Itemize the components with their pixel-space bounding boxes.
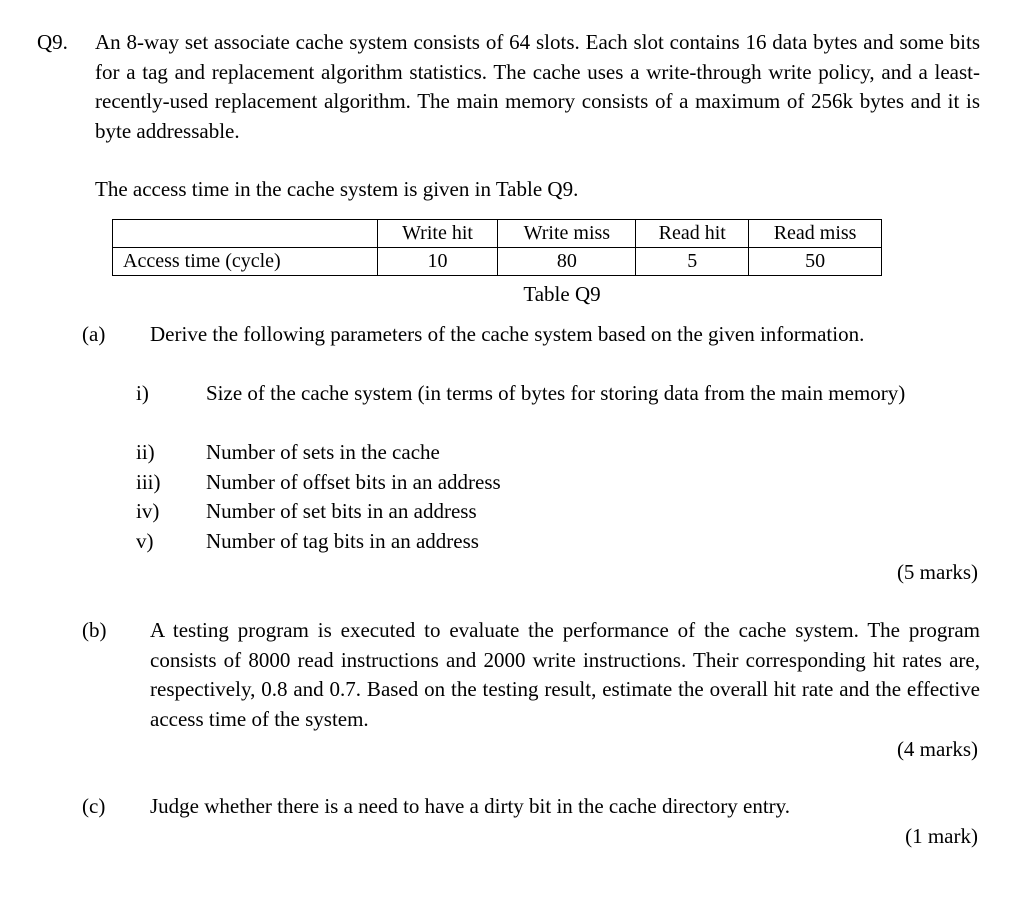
table-header-cell: Write miss bbox=[498, 220, 636, 248]
part-c-label: (c) bbox=[82, 794, 106, 818]
part-a-item-label: i) bbox=[136, 381, 149, 405]
table-header-cell: Read miss bbox=[749, 220, 882, 248]
access-time-intro: The access time in the cache system is given in Table Q9. bbox=[95, 177, 579, 201]
part-b-label: (b) bbox=[82, 618, 107, 642]
part-a-text: Derive the following parameters of the cache system based on the given information. bbox=[150, 322, 865, 346]
table-cell: 5 bbox=[636, 248, 749, 276]
part-a-label: (a) bbox=[82, 322, 106, 346]
part-c-marks: (1 mark) bbox=[905, 824, 978, 848]
table-header-cell: Write hit bbox=[377, 220, 498, 248]
part-a-item-label: iii) bbox=[136, 470, 161, 494]
part-a-item-text: Number of tag bits in an address bbox=[206, 529, 479, 553]
table-row-label: Access time (cycle) bbox=[113, 248, 378, 276]
table-cell: 10 bbox=[377, 248, 498, 276]
question-intro: An 8-way set associate cache system consists of 64 slots. Each slot contains 16 data bytes and some bits for a tag and replacement algorithm statistics. The cache uses a write-through write policy, and a least-recently-used replacement algorithm. The main memory consists of a maximum of 256k bytes and it is byte addressable. bbox=[95, 30, 980, 144]
table-cell: 50 bbox=[749, 248, 882, 276]
question-number: Q9. bbox=[37, 30, 68, 54]
table-header-cell: Read hit bbox=[636, 220, 749, 248]
part-a-item-text: Number of set bits in an address bbox=[206, 499, 477, 523]
part-a-item-text: Number of offset bits in an address bbox=[206, 470, 501, 494]
part-a-item-text: Number of sets in the cache bbox=[206, 440, 440, 464]
part-a-item-label: v) bbox=[136, 529, 154, 553]
part-a-item-label: ii) bbox=[136, 440, 155, 464]
part-b-text: A testing program is executed to evaluate the performance of the cache system. The program consists of 8000 read instructions and 2000 write instructions. Their corresponding hit rates are, respectively, 0.8 and 0.7. Based on the testing result, estimate the overall hit rate and the effective access time of the system. bbox=[150, 618, 980, 732]
part-a-marks: (5 marks) bbox=[896, 560, 978, 584]
access-time-table bbox=[112, 219, 882, 276]
part-b-marks: (4 marks) bbox=[896, 737, 978, 761]
table-cell: 80 bbox=[498, 248, 636, 276]
part-a-item-label: iv) bbox=[136, 499, 160, 523]
table-row bbox=[113, 248, 882, 276]
table-corner-cell bbox=[113, 220, 378, 248]
part-c-text: Judge whether there is a need to have a dirty bit in the cache directory entry. bbox=[150, 794, 791, 818]
part-a-item-text: Size of the cache system (in terms of bytes for storing data from the main memory) bbox=[206, 381, 906, 405]
table-header-row bbox=[113, 220, 882, 248]
table-caption: Table Q9 bbox=[523, 282, 601, 306]
